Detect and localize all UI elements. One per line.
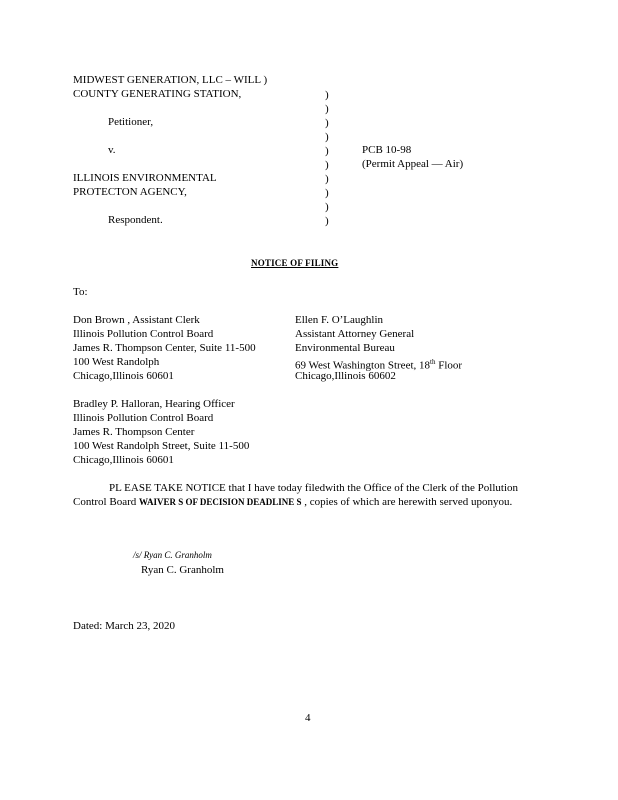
paren-mark: ) [325, 187, 329, 199]
notice-paragraph-bold: WAIVER S OF DECISION DEADLINE S [139, 497, 302, 507]
page-number: 4 [305, 712, 311, 724]
notice-paragraph-text-2: , copies of which are herewith served uponyou. [301, 496, 513, 508]
respondent-name-line-2: PROTECTON AGENCY, [73, 186, 187, 198]
paren-mark: ) [325, 89, 329, 101]
paren-mark: ) [325, 159, 329, 171]
paren-mark: ) [325, 215, 329, 227]
case-type: (Permit Appeal — Air) [362, 158, 464, 170]
petitioner-role: Petitioner, [108, 116, 154, 128]
recipient-clerk-line: Don Brown , Assistant Clerk [73, 314, 200, 326]
petitioner-name-line-1: MIDWEST GENERATION, LLC – WILL ) [73, 74, 268, 86]
signatory-name: Ryan C. Granholm [141, 564, 224, 576]
caption-paren-column [325, 88, 333, 228]
dated-line: Dated: March 23, 2020 [73, 620, 176, 632]
recipient-ag-line: Ellen F. O’Laughlin [295, 314, 384, 326]
paren-mark: ) [325, 201, 329, 213]
recipient-clerk-line: James R. Thompson Center, Suite 11-500 [73, 342, 256, 354]
paren-mark: ) [325, 145, 329, 157]
to-label: To: [73, 286, 88, 298]
case-number: PCB 10-98 [362, 144, 412, 156]
recipient-officer-line: James R. Thompson Center [73, 426, 195, 438]
paren-mark: ) [325, 103, 329, 115]
recipient-ag-line: Environmental Bureau [295, 342, 395, 354]
paren-mark: ) [325, 117, 329, 129]
recipient-officer-line: Bradley P. Halloran, Hearing Officer [73, 398, 235, 410]
recipient-ag-line: Assistant Attorney General [295, 328, 415, 340]
recipient-clerk-line: 100 West Randolph [73, 356, 160, 368]
recipient-clerk-line: Chicago,Illinois 60601 [73, 370, 174, 382]
respondent-name-line-1: ILLINOIS ENVIRONMENTAL [73, 172, 217, 184]
recipient-clerk-line: Illinois Pollution Control Board [73, 328, 214, 340]
recipient-ag-street-text: 69 West Washington Street, 18 [295, 359, 431, 372]
notice-paragraph [73, 481, 518, 509]
respondent-role: Respondent. [108, 214, 163, 226]
paren-mark: ) [325, 131, 329, 143]
paren-mark: ) [325, 173, 329, 185]
ordinal-suffix: th [430, 358, 436, 366]
versus-label: v. [108, 144, 116, 156]
recipient-officer-line: Illinois Pollution Control Board [73, 412, 214, 424]
recipient-ag-city: Chicago,Illinois 60602 [295, 370, 396, 382]
recipient-officer-line: 100 West Randolph Street, Suite 11-500 [73, 440, 250, 452]
signature-script: /s/ Ryan C. Granholm [133, 550, 212, 560]
recipient-officer-line: Chicago,Illinois 60601 [73, 454, 174, 466]
notice-paragraph-text-1: PL EASE TAKE NOTICE that I have today filedwith the Office of the Clerk of the Pollution Control Board [73, 482, 518, 508]
notice-of-filing-title: NOTICE OF FILING [251, 258, 339, 268]
recipient-ag-street-end: Floor [435, 359, 463, 372]
petitioner-name-line-2: COUNTY GENERATING STATION, [73, 88, 242, 100]
